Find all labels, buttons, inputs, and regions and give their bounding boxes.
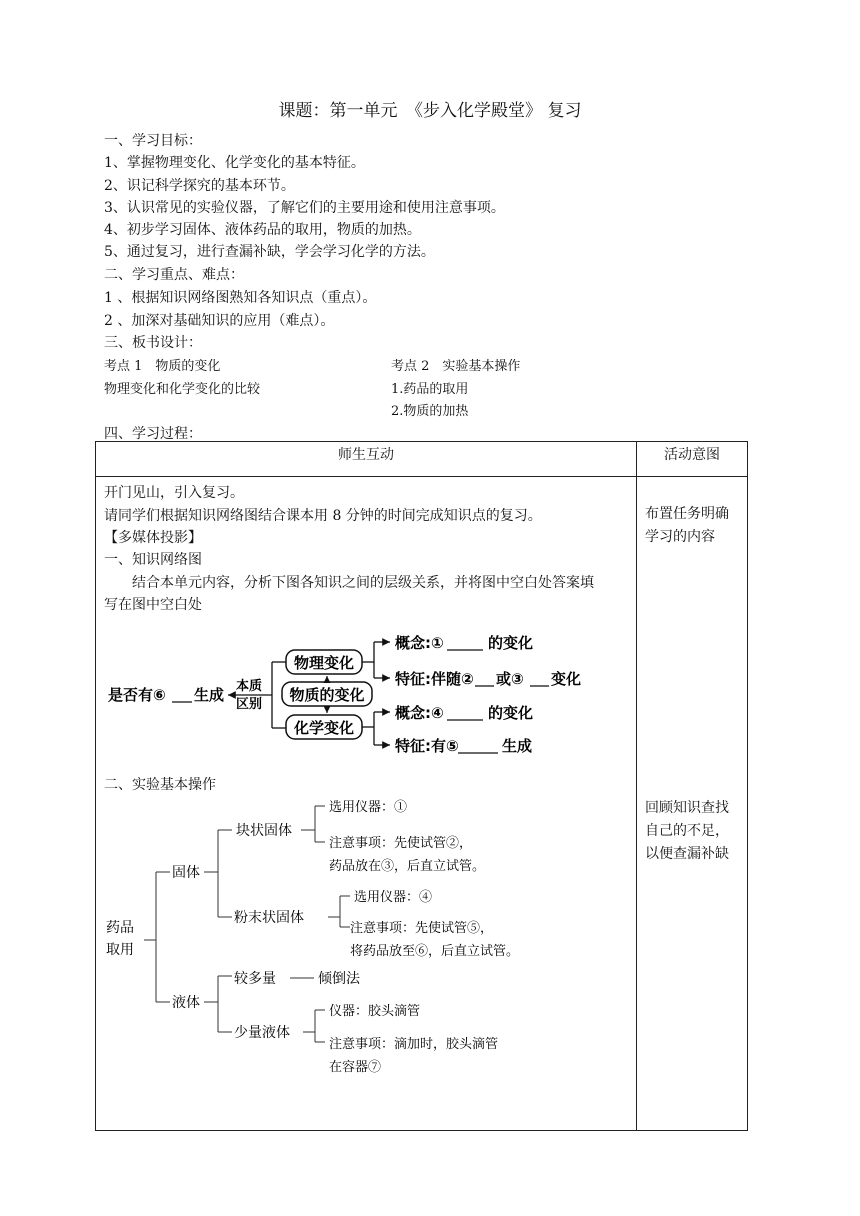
block-solid-node: 块状固体 xyxy=(236,823,292,839)
root-text: 药品 xyxy=(106,920,134,936)
board-heading: 三、板书设计： xyxy=(104,335,202,351)
phys-feature-b: 或③ xyxy=(496,670,524,688)
body-line: 【多媒体投影】 xyxy=(104,530,202,546)
chemical-change-label: 化学变化 xyxy=(293,719,355,737)
block-instrument: 选用仪器：① xyxy=(329,800,408,815)
key-item: 2 、加深对基础知识的应用（难点）。 xyxy=(104,313,335,329)
chem-concept-b: 的变化 xyxy=(488,704,534,722)
body-line: 结合本单元内容，分析下图各知识之间的层级关系，并将图中空白处答案填 xyxy=(104,575,594,591)
powder-note: 注意事项：先使试管⑤， xyxy=(350,921,494,936)
key-heading: 二、学习重点、难点： xyxy=(104,267,244,283)
left-text-b: 生成 xyxy=(194,686,225,704)
dropper-note: 在容器⑦ xyxy=(329,1060,382,1075)
goal-item: 2、识记科学探究的基本环节。 xyxy=(104,178,295,194)
powder-instrument: 选用仪器：④ xyxy=(354,890,433,905)
phys-feature-a: 特征:伴随② xyxy=(395,670,474,688)
goal-item: 5、通过复习，进行查漏补缺，学会学习化学的方法。 xyxy=(104,244,435,260)
intent-line: 布置任务明确 xyxy=(645,506,729,522)
pour-method: 倾倒法 xyxy=(318,971,360,987)
knowledge-network-diagram xyxy=(100,620,630,760)
phys-feature-c: 变化 xyxy=(551,670,582,688)
board-right-item: 1.药品的取用 xyxy=(391,382,469,397)
liquid-node: 液体 xyxy=(172,995,200,1011)
chem-feature-b: 生成 xyxy=(502,737,533,755)
chem-feature-a: 特征:有⑤ xyxy=(395,737,459,755)
chem-concept-a: 概念:④ xyxy=(395,704,444,722)
process-heading: 四、学习过程： xyxy=(104,426,202,442)
little-liquid-node: 少量液体 xyxy=(234,1025,290,1041)
experiment-operation-diagram xyxy=(100,792,570,1082)
essence-text: 本质 xyxy=(236,679,263,694)
block-note: 注意事项：先使试管②， xyxy=(329,836,473,851)
intent-line: 自己的不足， xyxy=(645,823,729,839)
section2-title: 二、实验基本操作 xyxy=(104,777,216,793)
center-label: 物质的变化 xyxy=(289,686,365,704)
block-note: 药品放在③，后直立试管。 xyxy=(329,859,486,874)
intent-line: 以便查漏补缺 xyxy=(645,846,729,862)
goals-heading: 一、学习目标： xyxy=(104,133,202,149)
body-line: 写在图中空白处 xyxy=(104,597,202,613)
powder-note: 将药品放至⑥，后直立试管。 xyxy=(350,944,520,959)
root-text: 取用 xyxy=(106,942,134,958)
intent-line: 回顾知识查找 xyxy=(645,800,729,816)
col-header-intent: 活动意图 xyxy=(637,442,748,477)
col-header-interaction: 师生互动 xyxy=(96,442,637,477)
phys-concept-b: 的变化 xyxy=(488,634,534,652)
phys-concept-a: 概念:① xyxy=(395,634,444,652)
essence-text: 区别 xyxy=(236,697,263,712)
much-liquid-node: 较多量 xyxy=(234,971,276,987)
goal-item: 1、掌握物理变化、化学变化的基本特征。 xyxy=(104,155,365,171)
key-item: 1 、根据知识网络图熟知各知识点（重点）。 xyxy=(104,290,377,306)
powder-solid-node: 粉末状固体 xyxy=(234,910,304,926)
goal-item: 3、认识常见的实验仪器，了解它们的主要用途和使用注意事项。 xyxy=(104,200,505,216)
goal-item: 4、初步学习固体、液体药品的取用，物质的加热。 xyxy=(104,222,421,238)
board-right-item: 2.物质的加热 xyxy=(391,404,469,419)
body-line: 一、知识网络图 xyxy=(104,552,202,568)
left-text-a: 是否有⑥ xyxy=(108,686,166,704)
body-line: 请同学们根据知识网络图结合课本用 8 分钟的时间完成知识点的复习。 xyxy=(104,508,542,524)
board-left-item: 物理变化和化学变化的比较 xyxy=(104,382,261,397)
physical-change-label: 物理变化 xyxy=(293,654,355,672)
page-title: 课题：第一单元 《步入化学殿堂》 复习 xyxy=(278,101,582,121)
body-line: 开门见山，引入复习。 xyxy=(104,485,244,501)
board-left-item: 考点 1 物质的变化 xyxy=(104,359,221,374)
dropper-instrument: 仪器：胶头滴管 xyxy=(329,1004,421,1019)
solid-node: 固体 xyxy=(172,865,200,881)
dropper-note: 注意事项：滴加时，胶头滴管 xyxy=(329,1037,499,1052)
intent-line: 学习的内容 xyxy=(645,529,715,545)
board-right-item: 考点 2 实验基本操作 xyxy=(391,359,521,374)
